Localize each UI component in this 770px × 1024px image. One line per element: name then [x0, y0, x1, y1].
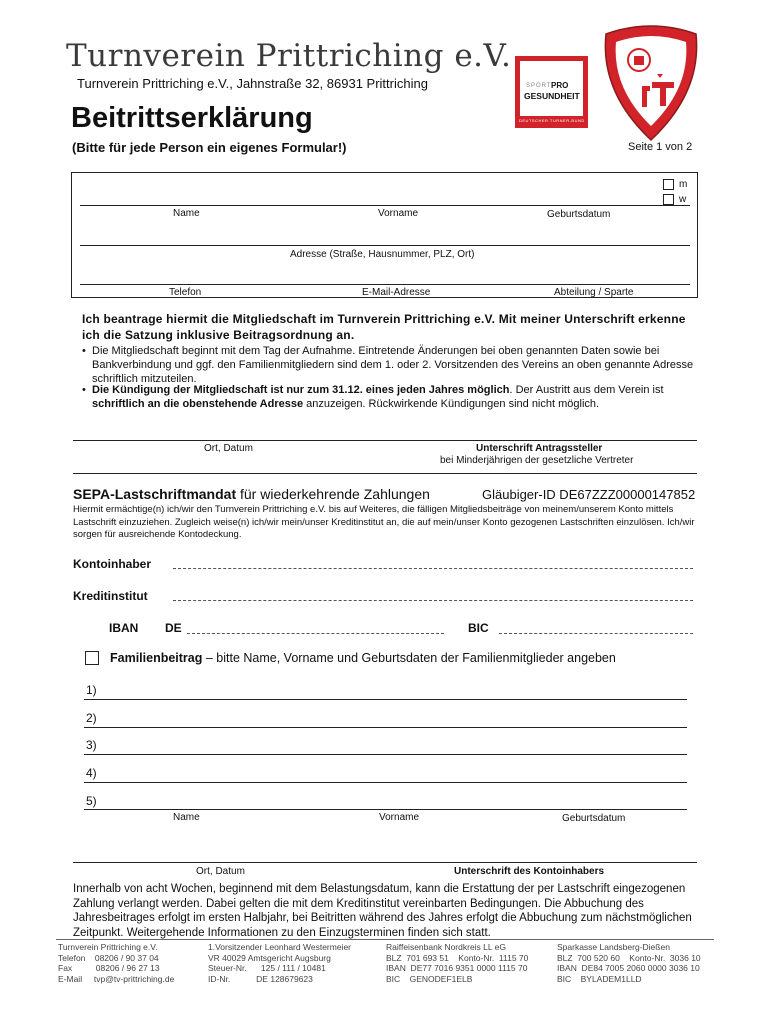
- adresse-label: Adresse (Straße, Hausnummer, PLZ, Ort): [290, 249, 475, 260]
- applicant-signature-label: Unterschrift Antragssteller: [476, 443, 603, 454]
- family-row-number: 2): [86, 711, 97, 725]
- family-row-number: 4): [86, 766, 97, 780]
- kontoinhaber-field[interactable]: [173, 568, 693, 569]
- family-row-line[interactable]: [84, 782, 687, 783]
- kreditinstitut-label: Kreditinstitut: [73, 589, 148, 603]
- sepa-title-rest: für wiederkehrende Zahlungen: [236, 486, 430, 502]
- gender-w-label: w: [679, 194, 687, 205]
- cancellation-text-2: anzuzeigen. Rückwirkende Kündigungen sind nicht möglich.: [303, 398, 600, 410]
- family-name-label: Name: [173, 812, 200, 823]
- ort-datum-label: Ort, Datum: [204, 443, 253, 454]
- sport-pro-gesundheit-logo: [515, 56, 588, 128]
- familienbeitrag-label-rest: – bitte Name, Vorname und Geburtsdaten der Familienmitglieder angeben: [202, 651, 616, 665]
- family-row-line[interactable]: [84, 809, 687, 810]
- form-subtitle: (Bitte für jede Person ein eigenes Formular!): [72, 140, 347, 155]
- family-row-number: 5): [86, 794, 97, 808]
- personal-data-box: [71, 172, 698, 298]
- name-row-line[interactable]: [80, 205, 690, 206]
- sepa-title-bold: SEPA-Lastschriftmandat: [73, 486, 237, 502]
- bic-label: BIC: [468, 621, 489, 635]
- account-ort-datum-label: Ort, Datum: [196, 866, 245, 877]
- cancellation-text-1: . Der Austritt aus dem Verein ist: [509, 384, 664, 396]
- telefon-label: Telefon: [169, 287, 202, 298]
- iban-prefix: DE: [165, 621, 182, 635]
- family-vorname-label: Vorname: [379, 812, 420, 823]
- bullet-dot: •: [82, 345, 86, 357]
- family-row-number: 1): [86, 683, 97, 697]
- club-address: Turnverein Prittriching e.V., Jahnstraße 32, 86931 Prittriching: [77, 76, 428, 91]
- bullet-cancellation: [82, 383, 702, 411]
- kreditinstitut-field[interactable]: [173, 600, 693, 601]
- logo-gesundheit-text: GESUNDHEIT: [524, 91, 580, 101]
- applicant-signature-line[interactable]: [73, 440, 697, 441]
- gender-w-checkbox[interactable]: [663, 194, 674, 205]
- bullet-membership-start: [82, 344, 702, 386]
- section-divider: [73, 473, 697, 474]
- abteilung-label: Abteilung / Sparte: [554, 287, 634, 298]
- guardian-note: bei Minderjährigen der gesetzliche Vertreter: [440, 455, 634, 466]
- bullet-membership-start-text: Die Mitgliedschaft beginnt mit dem Tag der Aufnahme. Eintretende Änderungen bei oben genannten Daten sowie bei Bankverbindung und ggf. den Familienmitgliedern sind dem 1. oder 2. Vorsitzenden des Vereins an oben genannte Adresse schriftlich mitzuteilen.: [92, 345, 694, 385]
- sepa-mandate-text: Hiermit ermächtige(n) ich/wir den Turnverein Prittriching e.V. bis auf Weiteres, die fälligen Mitgliedsbeiträge von meinem/unserem Konto mittels Lastschrift einzuziehen. Zugleich weise(n) ich/wir mein/unser Kreditinstitut an, die auf mein/unser Konto gezogenen Lastschriften einzulösen. Ich/wir sorgen für ausreichende Kontodeckung.: [73, 504, 695, 540]
- bic-field[interactable]: [499, 633, 693, 634]
- kontoinhaber-label: Kontoinhaber: [73, 557, 151, 571]
- logo-sub-text: DEUTSCHER TURNER-BUND: [519, 118, 585, 123]
- account-holder-signature-label: Unterschrift des Kontoinhabers: [454, 866, 605, 877]
- membership-statement: Ich beantrage hiermit die Mitgliedschaft im Turnverein Prittriching e.V. Mit meiner Unterschrift erkenne ich die Satzung inklusive Beitragsordnung an.: [82, 312, 686, 342]
- club-title: Turnverein Prittriching e.V.: [66, 38, 512, 74]
- footer-club-contact: Turnverein Prittriching e.V. Telefon 08206 / 90 37 04 Fax 08206 / 96 27 13 E-Mail tvp@tv-prittriching.de: [58, 942, 175, 984]
- family-row-line[interactable]: [84, 699, 687, 700]
- familienbeitrag-label: [110, 651, 616, 665]
- address-row-line[interactable]: [80, 245, 690, 246]
- name-label: Name: [173, 208, 200, 219]
- refund-information: Innerhalb von acht Wochen, beginnend mit dem Belastungsdatum, kann die Erstattung der per Lastschrift eingezogenen Zahlung verlangt werden. Dabei gelten die mit dem Kreditinstitut vereinbarten Bedingungen. Die Abbuchung des Jahresbeitrages erfolgt im ersten Halbjahr, bei Beitritten während des Jahres erfolgt die Abbuchung zum nächstmöglichen Zeitpunkt. Weitergehende Informationen zu den Einzugsterminen finden sich statt.: [73, 883, 692, 939]
- footer-bank-sparkasse: Sparkasse Landsberg-Dießen BLZ 700 520 60 Konto-Nr. 3036 10 IBAN DE84 7005 2060 0000 3036 10 BIC BYLADEM1LLD: [557, 942, 701, 984]
- familienbeitrag-label-bold: Familienbeitrag: [110, 651, 203, 665]
- footer-registration: 1.Vorsitzender Leonhard Westermeier VR 40029 Amtsgericht Augsburg Steuer-Nr. 125 / 111 / 10481 ID-Nr. DE 128679623: [208, 942, 352, 984]
- cancellation-bold-2: schriftlich an die obenstehende Adresse: [92, 398, 304, 410]
- iban-label: IBAN: [109, 621, 139, 635]
- family-row-line[interactable]: [84, 754, 687, 755]
- logo-pro-text: PRO: [551, 81, 569, 90]
- logo-sport-text: SPORT: [526, 83, 552, 89]
- cancellation-bold-1: Die Kündigung der Mitgliedschaft ist nur zum 31.12. eines jeden Jahres möglich: [92, 384, 510, 396]
- club-shield-logo: [598, 22, 704, 144]
- family-row-number: 3): [86, 738, 97, 752]
- gender-m-checkbox[interactable]: [663, 179, 674, 190]
- bullet-dot: •: [82, 384, 86, 396]
- family-row-line[interactable]: [84, 727, 687, 728]
- email-label: E-Mail-Adresse: [362, 287, 431, 298]
- iban-field[interactable]: [187, 633, 444, 634]
- sepa-title: [73, 486, 430, 502]
- familienbeitrag-checkbox[interactable]: [85, 651, 99, 665]
- vorname-label: Vorname: [378, 208, 419, 219]
- form-title: Beitrittserklärung: [71, 102, 313, 134]
- gender-m-label: m: [679, 179, 688, 190]
- page-info: Seite 1 von 2: [628, 141, 693, 153]
- footer-bank-raiffeisen: Raiffeisenbank Nordkreis LL eG BLZ 701 693 51 Konto-Nr. 1115 70 IBAN DE77 7016 9351 0000 1115 70 BIC GENODEF1ELB: [386, 942, 529, 984]
- contact-row-line[interactable]: [80, 284, 690, 285]
- glaeubiger-id: Gläubiger-ID DE67ZZZ00000147852: [482, 487, 696, 502]
- account-holder-signature-line[interactable]: [73, 862, 697, 863]
- family-geburtsdatum-label: Geburtsdatum: [562, 813, 626, 824]
- geburtsdatum-label: Geburtsdatum: [547, 209, 611, 220]
- footer-divider: [56, 939, 714, 940]
